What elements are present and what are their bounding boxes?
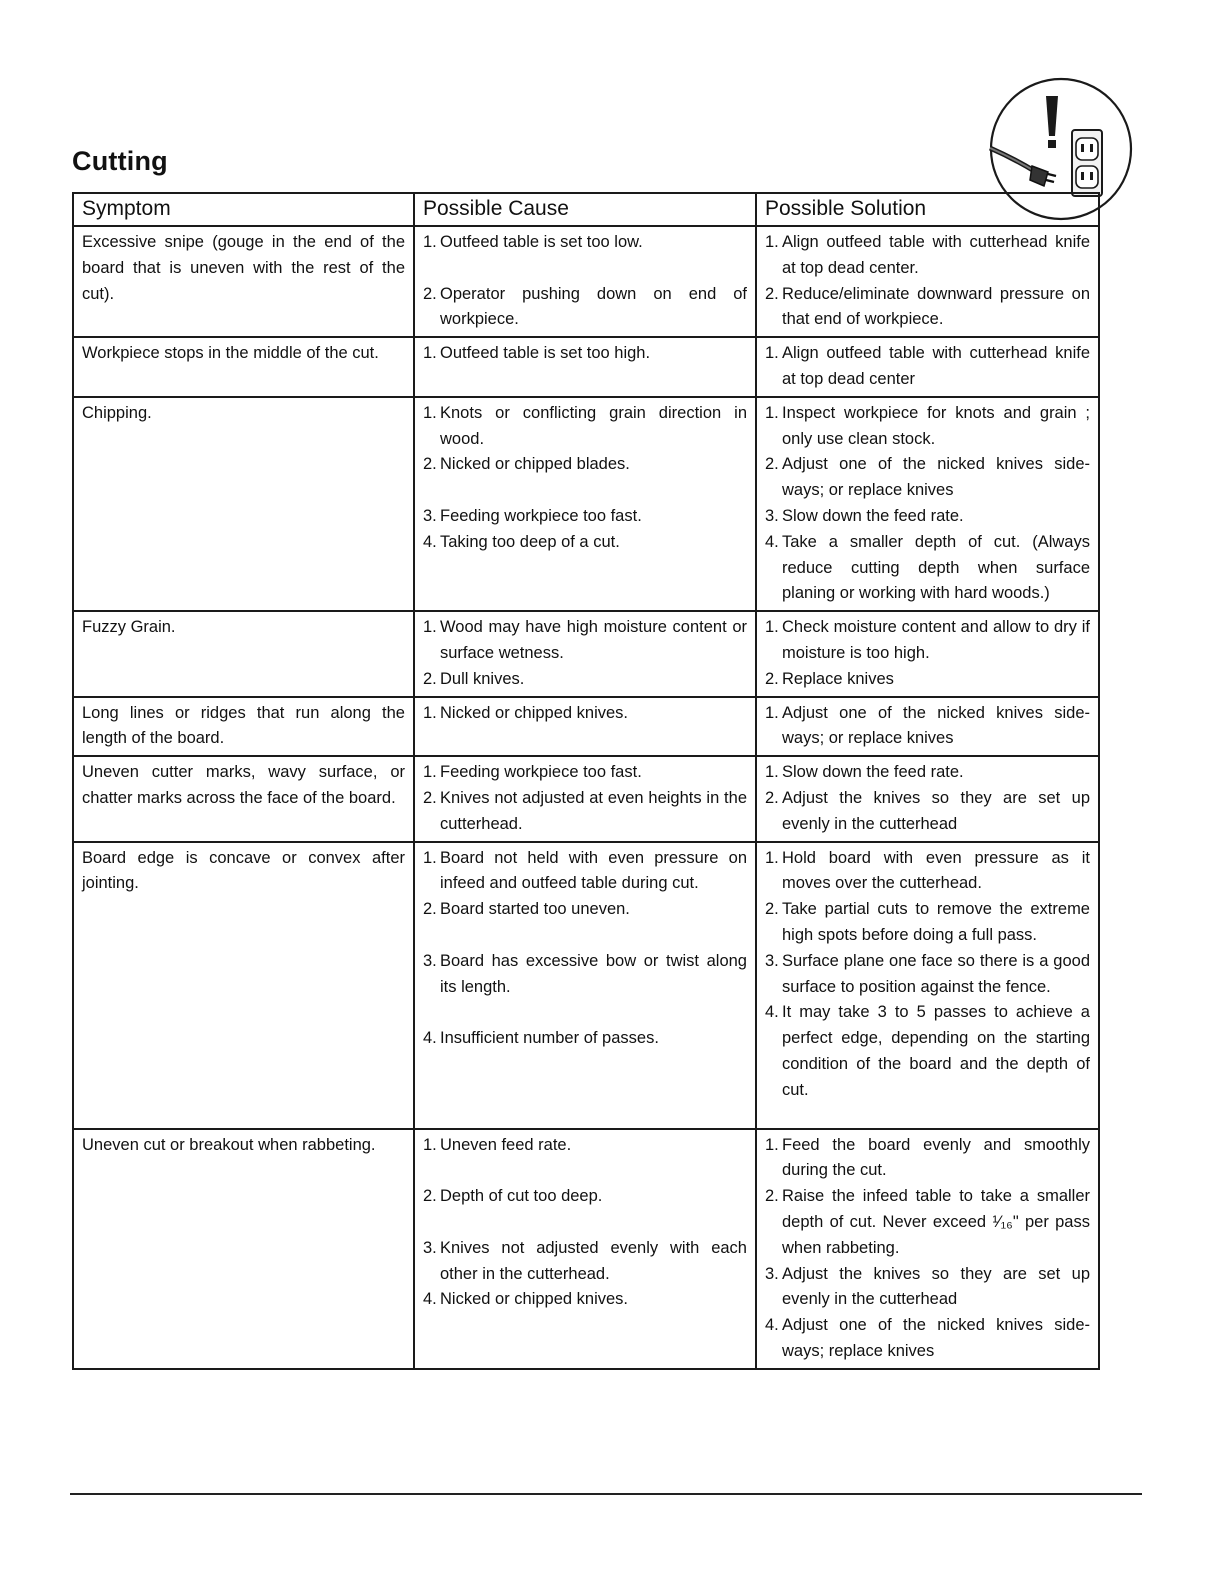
table-row: [73, 226, 1099, 337]
table-row: [73, 756, 1099, 841]
solution-cell: [756, 226, 1099, 337]
item-text: Raise the infeed table to take a smaller depth of cut. Never exceed ¹⁄₁₆" per pass when rabbeting.: [782, 1187, 1090, 1257]
cause-item: [423, 1236, 747, 1288]
cause-item: [423, 504, 747, 530]
item-text: Wood may have high moisture content or surface wetness.: [440, 618, 747, 662]
cause-item: [423, 1026, 747, 1052]
page-title: Cutting: [72, 146, 168, 176]
cause-item: [423, 282, 747, 334]
item-text: Surface plane one face so there is a good surface to position against the fence.: [782, 951, 1090, 996]
cause-item: [423, 615, 747, 667]
item-number: 1.: [765, 703, 779, 722]
item-number: 2.: [423, 900, 437, 919]
table-header-row: [73, 193, 1099, 226]
item-number: 2.: [765, 455, 779, 474]
item-number: 1.: [423, 403, 437, 422]
solution-item: [765, 786, 1090, 838]
item-text: Slow down the feed rate.: [782, 763, 964, 782]
item-number: 3.: [423, 951, 437, 970]
item-number: 1.: [765, 1135, 779, 1154]
item-number: 1.: [423, 763, 437, 782]
item-number: 1.: [423, 344, 437, 363]
symptom-cell: Chipping.: [73, 397, 414, 611]
item-text: Nicked or chipped knives.: [440, 1290, 629, 1309]
item-number: 2.: [765, 669, 779, 688]
item-text: Board started too uneven.: [440, 900, 630, 919]
solution-cell: [756, 697, 1099, 757]
cause-item: [423, 401, 747, 453]
solution-item: [765, 282, 1090, 334]
symptom-cell: Long lines or ridges that run along the length of the board.: [73, 697, 414, 757]
item-text: Outfeed table is set too low.: [440, 233, 643, 251]
item-number: 2.: [423, 669, 437, 688]
item-number: 2.: [765, 788, 779, 807]
table-row: [73, 337, 1099, 397]
cause-item: [423, 452, 747, 478]
cause-cell: [414, 697, 756, 757]
item-number: 1.: [423, 1135, 437, 1154]
solution-item: [765, 504, 1090, 530]
solution-item: [765, 615, 1090, 667]
cause-cell: [414, 397, 756, 611]
solution-item: [765, 401, 1090, 453]
symptom-cell: Excessive snipe (gouge in the end of the board that is uneven with the rest of the cut).: [73, 226, 414, 337]
cause-cell: [414, 226, 756, 337]
item-text: Adjust one of the nicked knives side-ways; or replace knives: [782, 455, 1090, 500]
item-text: Check moisture content and allow to dry if moisture is too high.: [782, 618, 1090, 662]
item-text: Knives not adjusted evenly with each other in the cutterhead.: [440, 1238, 747, 1283]
solution-cell: [756, 756, 1099, 841]
cause-item: [423, 701, 747, 727]
item-text: Replace knives: [782, 669, 894, 688]
solution-cell: [756, 397, 1099, 611]
item-number: 1.: [765, 233, 779, 251]
item-number: 2.: [423, 455, 437, 474]
item-number: 2.: [423, 284, 437, 303]
item-text: Slow down the feed rate.: [782, 506, 964, 525]
solution-cell: [756, 337, 1099, 397]
item-number: 1.: [765, 763, 779, 782]
cause-item: [423, 846, 747, 898]
header-possible-solution: Possible Solution: [756, 193, 1099, 226]
cause-item: [423, 341, 747, 367]
item-number: 2.: [765, 900, 779, 919]
item-text: Board not held with even pressure on infeed and outfeed table during cut.: [440, 848, 747, 893]
item-text: Uneven feed rate.: [440, 1135, 572, 1154]
solution-item: [765, 1262, 1090, 1314]
item-number: 1.: [765, 403, 779, 422]
item-text: Nicked or chipped knives.: [440, 703, 629, 722]
item-text: Insufficient number of passes.: [440, 1029, 659, 1048]
item-text: Board has excessive bow or twist along its length.: [440, 951, 747, 996]
item-number: 3.: [765, 951, 779, 970]
item-number: 3.: [765, 506, 779, 525]
solution-item: [765, 1184, 1090, 1261]
item-number: 3.: [765, 1264, 779, 1283]
item-text: Reduce/eliminate downward pressure on that end of workpiece.: [782, 284, 1090, 329]
cause-cell: [414, 337, 756, 397]
symptom-cell: Board edge is concave or convex after jointing.: [73, 842, 414, 1129]
cause-cell: [414, 1129, 756, 1369]
item-number: 2.: [423, 788, 437, 807]
item-text: Feeding workpiece too fast.: [440, 763, 642, 782]
cause-cell: [414, 611, 756, 696]
item-number: 4.: [423, 1029, 437, 1048]
table-row: [73, 611, 1099, 696]
cause-item: [423, 786, 747, 838]
item-text: Taking too deep of a cut.: [440, 532, 620, 551]
cause-item: [423, 667, 747, 693]
solution-item: [765, 230, 1090, 282]
solution-item: [765, 949, 1090, 1001]
item-text: Feeding workpiece too fast.: [440, 506, 642, 525]
symptom-cell: Workpiece stops in the middle of the cut.: [73, 337, 414, 397]
header-symptom: Symptom: [73, 193, 414, 226]
solution-item: [765, 760, 1090, 786]
cause-item: [423, 897, 747, 923]
item-text: Take partial cuts to remove the extreme high spots before doing a full pass.: [782, 900, 1090, 944]
item-number: 2.: [765, 1187, 779, 1206]
item-number: 4.: [423, 1290, 437, 1309]
table-row: [73, 842, 1099, 1129]
header-possible-cause: Possible Cause: [414, 193, 756, 226]
item-text: Adjust one of the nicked knives side-ways; replace knives: [782, 1316, 1090, 1360]
cause-item: [423, 1287, 747, 1313]
item-text: Knots or conflicting grain direction in wood.: [440, 403, 747, 448]
symptom-cell: Uneven cutter marks, wavy surface, or chatter marks across the face of the board.: [73, 756, 414, 841]
item-text: Operator pushing down on end of workpiece.: [440, 284, 747, 329]
item-text: Knives not adjusted at even heights in the cutterhead.: [440, 788, 747, 833]
item-text: Align outfeed table with cutterhead knife at top dead center: [782, 344, 1090, 388]
item-number: 2.: [423, 1187, 437, 1206]
solution-item: [765, 1313, 1090, 1365]
item-text: Outfeed table is set too high.: [440, 344, 651, 363]
item-text: Feed the board evenly and smoothly during the cut.: [782, 1135, 1090, 1180]
item-number: 1.: [765, 344, 779, 363]
solution-item: [765, 701, 1090, 753]
cause-item: [423, 949, 747, 1001]
item-text: Hold board with even pressure as it moves over the cutterhead.: [782, 848, 1090, 893]
item-number: 3.: [423, 506, 437, 525]
item-number: 1.: [423, 848, 437, 867]
item-number: 3.: [423, 1238, 437, 1257]
item-number: 4.: [765, 1003, 779, 1022]
solution-item: [765, 897, 1090, 949]
solution-item: [765, 452, 1090, 504]
item-text: Align outfeed table with cutterhead knife at top dead center.: [782, 233, 1090, 277]
footer-rule: [70, 1493, 1142, 1495]
cause-cell: [414, 756, 756, 841]
troubleshooting-table: [72, 192, 1100, 1370]
item-text: It may take 3 to 5 passes to achieve a perfect edge, depending on the starting condition of the board and the depth of cut.: [782, 1003, 1090, 1099]
item-text: Depth of cut too deep.: [440, 1187, 603, 1206]
item-number: 4.: [765, 1316, 779, 1335]
solution-item: [765, 1000, 1090, 1103]
item-text: Inspect workpiece for knots and grain ; only use clean stock.: [782, 403, 1090, 448]
item-number: 4.: [423, 532, 437, 551]
symptom-cell: Fuzzy Grain.: [73, 611, 414, 696]
item-text: Nicked or chipped blades.: [440, 455, 630, 474]
cause-item: [423, 530, 747, 556]
item-text: Adjust the knives so they are set up evenly in the cutterhead: [782, 1264, 1090, 1309]
solution-cell: [756, 1129, 1099, 1369]
item-number: 1.: [423, 618, 437, 637]
solution-item: [765, 667, 1090, 693]
solution-item: [765, 846, 1090, 898]
solution-item: [765, 341, 1090, 393]
item-number: 1.: [765, 848, 779, 867]
table-row: [73, 1129, 1099, 1369]
solution-item: [765, 530, 1090, 607]
table-row: [73, 397, 1099, 611]
item-text: Adjust the knives so they are set up evenly in the cutterhead: [782, 788, 1090, 833]
item-number: 2.: [765, 284, 779, 303]
item-text: Take a smaller depth of cut. (Always reduce cutting depth when surface planing or working with hard woods.): [782, 532, 1090, 603]
solution-cell: [756, 842, 1099, 1129]
item-text: Dull knives.: [440, 669, 525, 688]
item-number: 1.: [765, 618, 779, 637]
cause-item: [423, 760, 747, 786]
symptom-cell: Uneven cut or breakout when rabbeting.: [73, 1129, 414, 1369]
cause-item: [423, 230, 747, 256]
item-number: 1.: [423, 703, 437, 722]
cause-cell: [414, 842, 756, 1129]
cause-item: [423, 1133, 747, 1159]
item-text: Adjust one of the nicked knives side-ways; or replace knives: [782, 703, 1090, 748]
item-number: 4.: [765, 532, 779, 551]
solution-item: [765, 1133, 1090, 1185]
cause-item: [423, 1184, 747, 1210]
item-number: 1.: [423, 233, 437, 251]
table-row: [73, 697, 1099, 757]
solution-cell: [756, 611, 1099, 696]
